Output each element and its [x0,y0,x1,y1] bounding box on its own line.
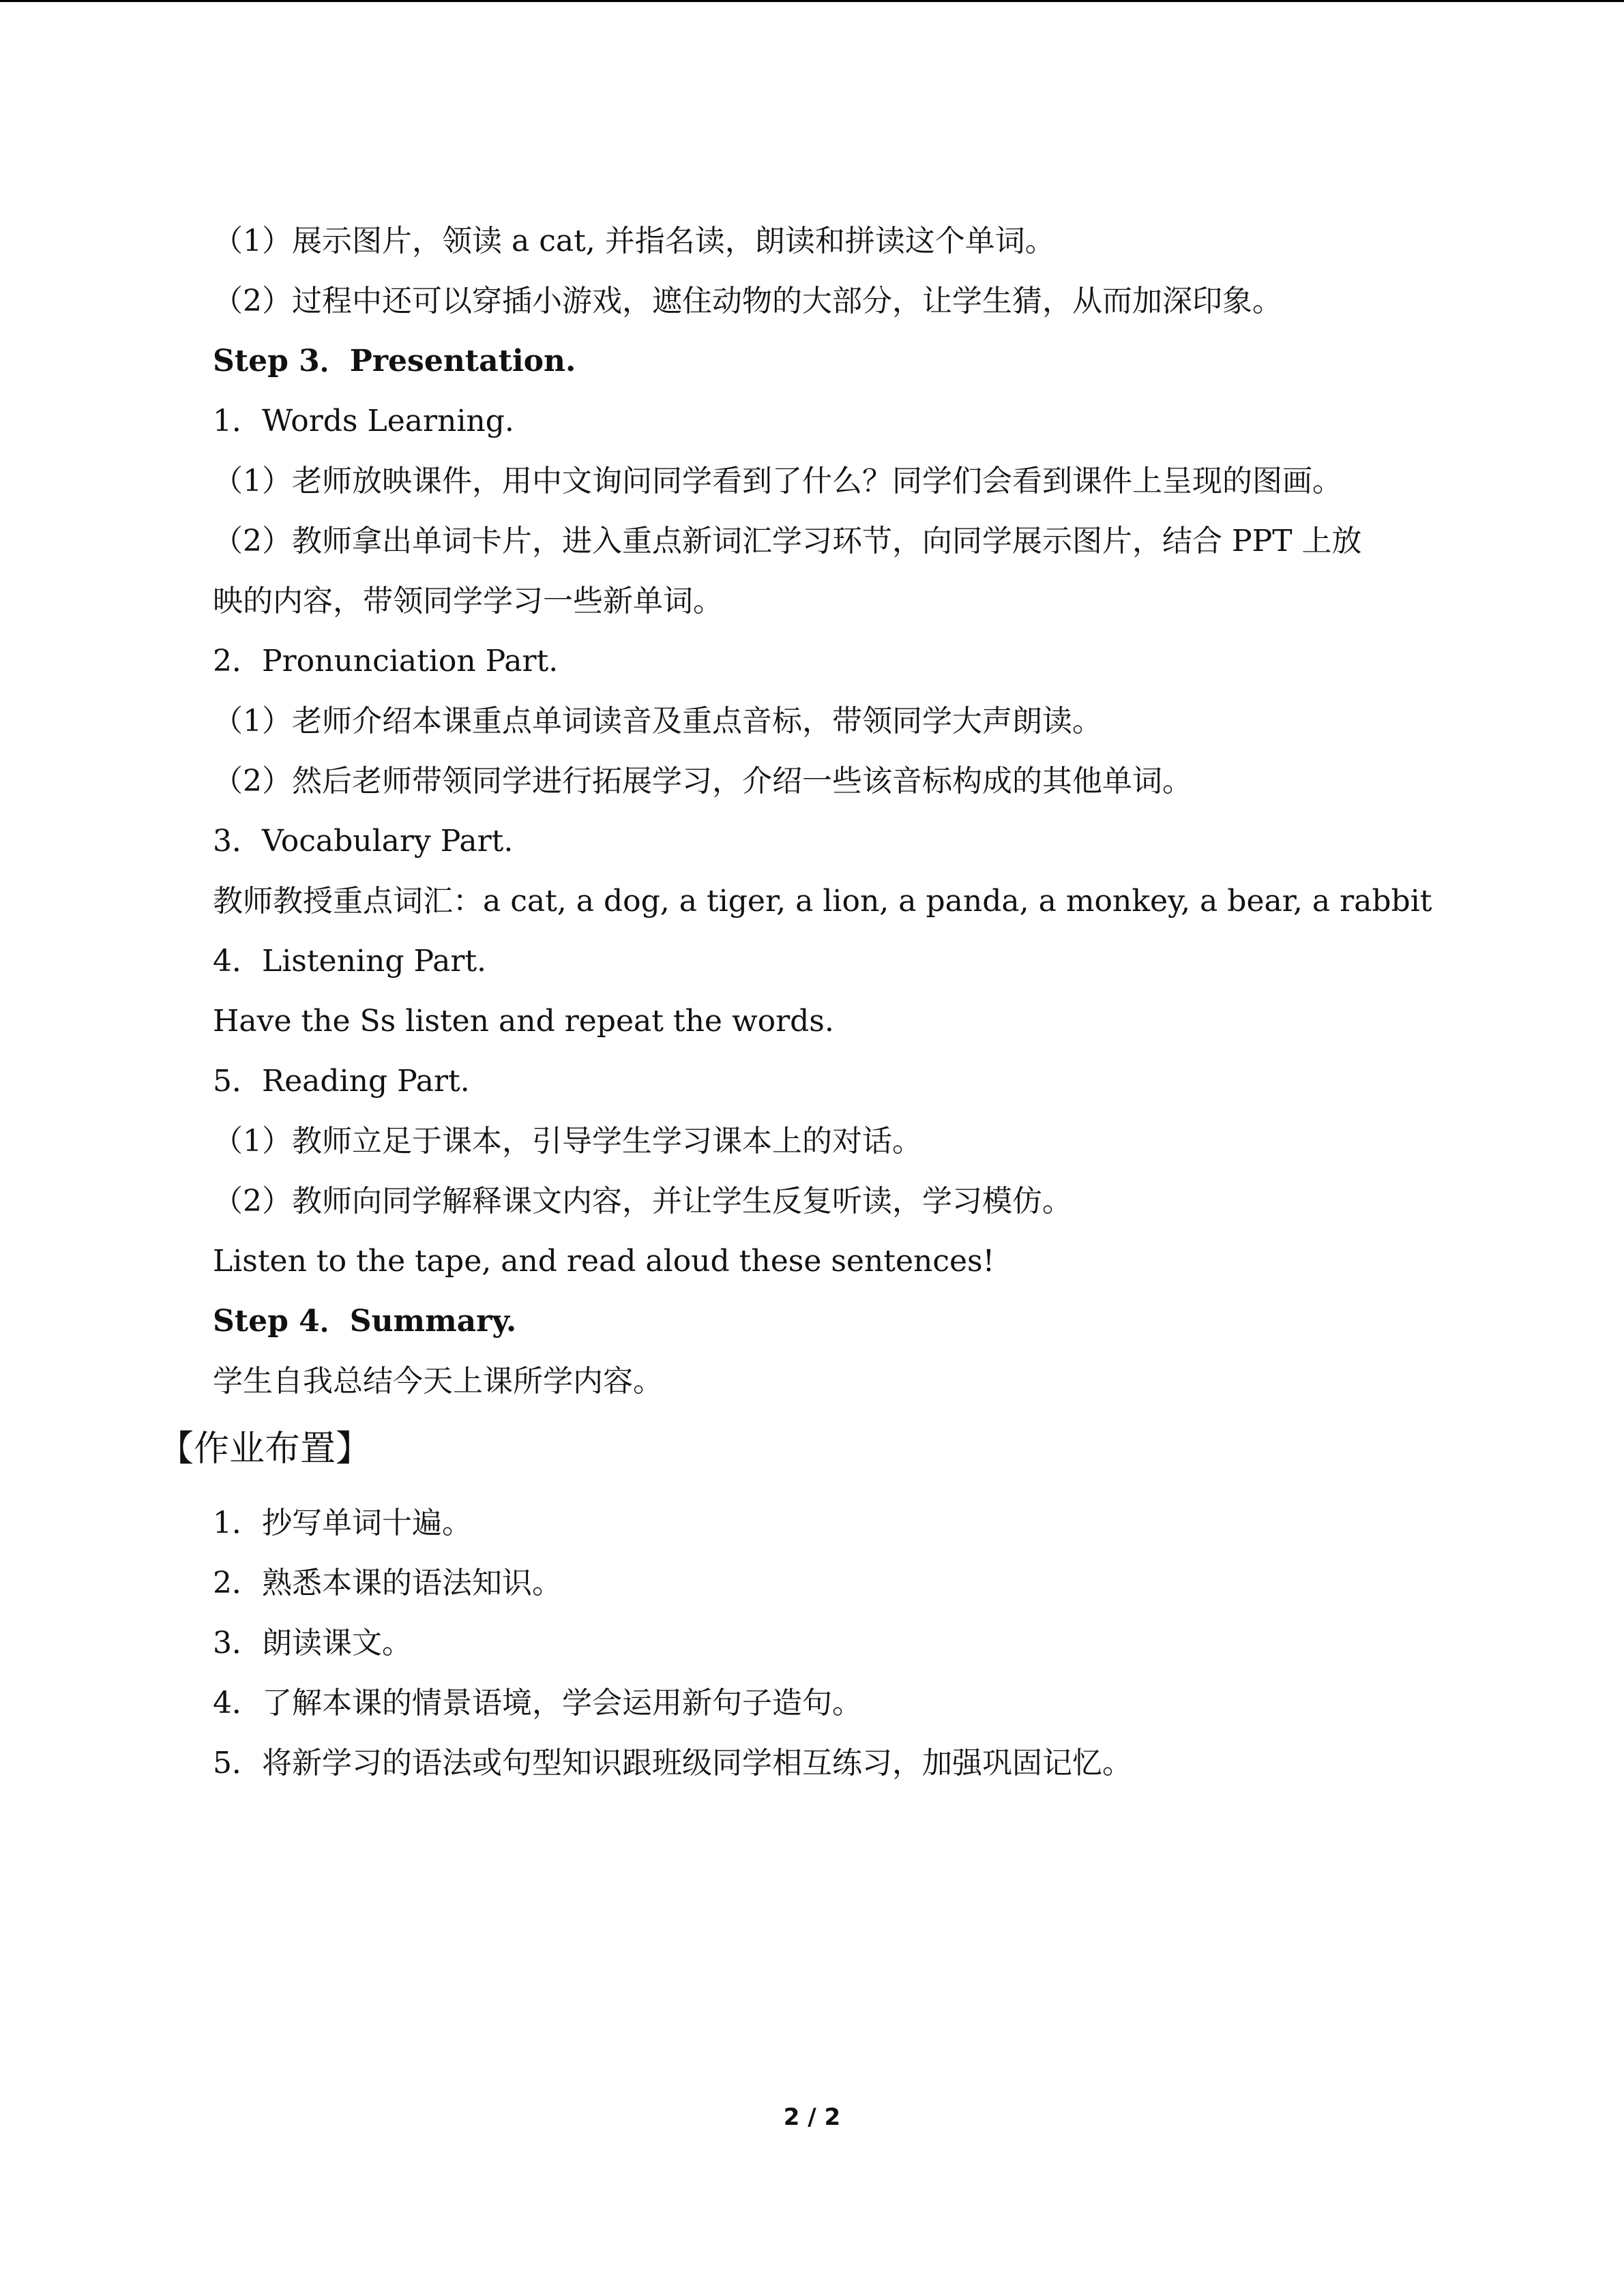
text-line: （1）老师介绍本课重点单词读音及重点音标，带领同学大声朗读。 [213,704,1102,739]
homework-item: 1．抄写单词十遍。 [213,1506,472,1540]
text-line: Listen to the tape, and read aloud these sentences! [213,1244,995,1279]
text-line: （1）教师立足于课本，引导学生学习课本上的对话。 [213,1124,922,1159]
text-line: （2）过程中还可以穿插小游戏，遮住动物的大部分，让学生猜，从而加深印象。 [213,284,1282,318]
step-heading: Step 4．Summary. [213,1304,517,1339]
text-line: （2）教师向同学解释课文内容，并让学生反复听读，学习模仿。 [213,1184,1072,1219]
text-line: （1）老师放映课件，用中文询问同学看到了什么？同学们会看到课件上呈现的图画。 [213,464,1342,498]
homework-list [213,1493,1454,1793]
homework-heading: 【作业布置】 [158,1429,372,1470]
text-line: Have the Ss listen and repeat the words. [213,1004,834,1039]
top-border-line [0,0,1624,2]
homework-item: 3．朗读课文。 [213,1626,412,1660]
text-line: 映的内容，带领同学学习一些新单词。 [213,584,723,618]
homework-item: 4．了解本课的情景语境，学会运用新句子造句。 [213,1686,862,1720]
text-line: （1）展示图片，领读 a cat, 并指名读，朗读和拼读这个单词。 [213,224,1055,258]
homework-item: 2．熟悉本课的语法知识。 [213,1566,562,1600]
text-line: 学生自我总结今天上课所学内容。 [213,1364,663,1399]
vocabulary-line: 教师教授重点词汇：a cat, a dog, a tiger, a lion, a panda, a monkey, a bear, a rabbit [213,884,1432,919]
text-line: 4．Listening Part. [213,944,487,979]
document-body [158,211,1454,1793]
text-line: 2．Pronunciation Part. [213,644,559,679]
text-line: 3．Vocabulary Part. [213,824,514,859]
step-heading: Step 3．Presentation. [213,344,576,378]
text-line: 1．Words Learning. [213,404,514,438]
page-number: 2 / 2 [783,2104,841,2131]
text-line: （2）然后老师带领同学进行拓展学习，介绍一些该音标构成的其他单词。 [213,764,1192,799]
homework-item: 5．将新学习的语法或句型知识跟班级同学相互练习，加强巩固记忆。 [213,1746,1132,1780]
text-line: 5．Reading Part. [213,1064,470,1099]
text-line: （2）教师拿出单词卡片，进入重点新词汇学习环节，向同学展示图片，结合 PPT 上放 [213,524,1362,558]
